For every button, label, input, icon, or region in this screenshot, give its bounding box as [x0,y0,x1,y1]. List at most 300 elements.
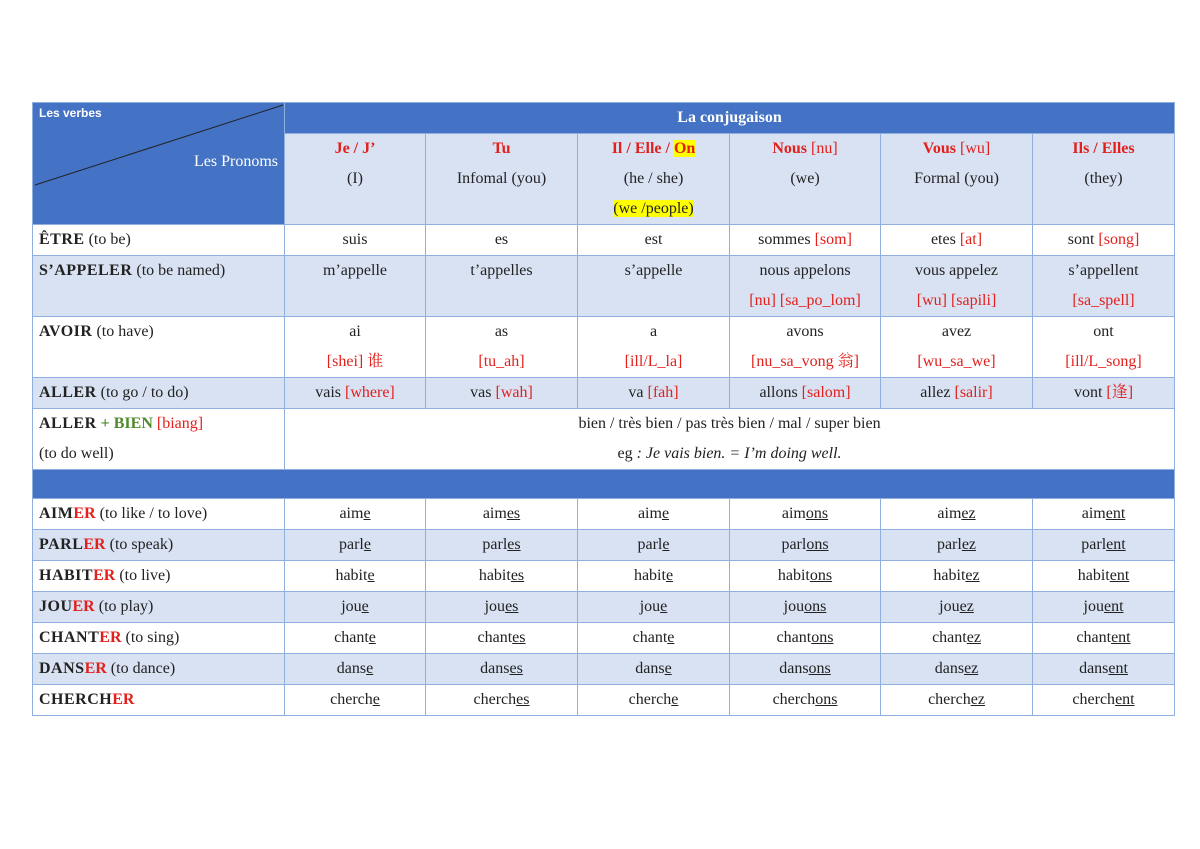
verb-stem: AIM [39,505,74,522]
verb-meaning: (to go / to do) [96,384,189,401]
conjugated-form: suis [342,231,368,248]
verb-ending-form: es [507,536,521,553]
conjugation-cell [578,623,730,654]
conjugated-form: vas [470,384,492,401]
verb-stem-form: aim [937,505,962,522]
conjugated-form-line [289,378,421,408]
verb-stem-form: jou [341,598,362,615]
verb-stem-form: jou [639,598,661,615]
verb-meaning: (to like / to love) [95,505,208,522]
conjugated-form-line [289,256,421,286]
conjugated-form: etes [930,231,956,248]
verbs-label: Les verbes [39,106,102,120]
phonetic-hint: [ill/L_song] [1065,353,1142,370]
verb-stem-form: parl [482,536,508,553]
pronoun-on-label: On [673,140,696,157]
conjugation-cell [285,561,426,592]
conjugated-form-line [885,256,1028,286]
conjugation-cell [285,654,426,685]
pronoun-label: Nous [772,140,808,157]
verb-ending-form: ez [959,598,974,615]
verb-ending-form: ez [965,567,980,584]
conjugation-cell [426,623,578,654]
verb-ending: ER [73,505,96,522]
conjugated-form-line [885,225,1028,255]
phonetic-hint: [wu] [sapili] [916,292,997,309]
conjugated-form: sommes [758,231,811,248]
verb-ending-form: ez [966,629,981,646]
verb-cell [33,225,285,256]
verb-stem-form: cherch [772,691,816,708]
pronoun-label: Il / Elle / [611,140,674,157]
conjugation-cell [730,499,881,530]
conjugated-form: va [628,384,644,401]
conjugated-form: vous appelez [914,262,999,279]
verb-ending: ER [93,567,116,584]
phonetic-hint: [biang] [152,415,204,432]
verb-stem-form: cherch [928,691,971,708]
conjugated-form: avez [941,323,972,340]
conjugation-cell [426,317,578,378]
verb-stem-form: habit [335,567,368,584]
verb-stem-form: aim [1081,505,1106,522]
verb-ending: ER [83,536,106,553]
verb-ending: ER [99,629,122,646]
verb-ending-form: es [510,567,525,584]
phonetic-hint: [shei] 谁 [326,353,384,370]
conjugation-cell [285,225,426,256]
conjugation-cell [730,317,881,378]
example-sentence [289,439,1170,469]
verb-ending-form: e [664,660,672,677]
verb-stem-form: aim [781,505,806,522]
verb-stem-form: aim [339,505,364,522]
conjugated-form-line [885,317,1028,347]
conjugation-cell [426,654,578,685]
verb-meaning: (to sing) [121,629,180,646]
example-text: : Je vais bien. = I’m doing well. [632,445,842,462]
er-verb-row [33,530,1175,561]
conjugated-form: es [494,231,509,248]
verb-ending-form: ent [1106,536,1126,553]
conjugated-form: avons [786,323,824,340]
conjugation-table [32,102,1175,716]
conjugation-cell [730,561,881,592]
conjugation-cell [426,499,578,530]
verb-row [33,256,1175,317]
verb-ending: ER [72,598,95,615]
pronoun-heading [1037,134,1170,164]
verb-stem-form: chant [632,629,668,646]
conjugation-cell [730,592,881,623]
verb-meaning: (to do well) [39,445,114,462]
verb-stem-form: jou [484,598,506,615]
verb-ending-form: ent [1115,691,1135,708]
er-verb-row [33,623,1175,654]
verb-ending-form: es [509,660,523,677]
verb-stem-form: parl [339,536,364,553]
verb-meaning: (to live) [115,567,171,584]
plus-bien-label: + BIEN [96,415,153,432]
conjugated-form-line [734,256,876,286]
verb-infinitive: ALLER [39,415,97,432]
conjugation-cell [881,685,1033,716]
conjugated-form: sont [1067,231,1095,248]
verb-ending-form: ons [804,598,827,615]
conjugation-cell [1033,256,1175,317]
verb-row [33,378,1175,409]
verb-stem-form: dans [934,660,965,677]
conjugated-form-line [582,378,725,408]
verb-stem: CHERCH [39,691,113,708]
verb-ending-form: e [366,660,374,677]
aller-bien-options-cell [285,409,1175,470]
conjugated-form-line [289,225,421,255]
verb-stem-form: parl [781,536,807,553]
conjugation-cell [1033,378,1175,409]
conjugation-cell [881,561,1033,592]
pronoun-meaning: (he / she) [623,170,684,187]
er-verb-row [33,561,1175,592]
pronoun-meaning: (they) [1084,170,1123,187]
conjugated-form: t’appelles [470,262,533,279]
verb-stem: HABIT [39,567,94,584]
conjugation-cell [578,317,730,378]
verb-ending-form: e [372,691,380,708]
conjugated-form-line [734,225,876,255]
verb-stem-form: parl [637,536,663,553]
verb-stem-form: chant [477,629,513,646]
verb-stem-form: chant [776,629,812,646]
conjugation-cell [1033,317,1175,378]
conjugation-cell [881,499,1033,530]
verb-ending-form: e [662,536,670,553]
conjugated-form: as [494,323,509,340]
conjugation-cell [1033,623,1175,654]
conjugation-cell [578,499,730,530]
conjugated-form: vais [315,384,342,401]
pronoun-meaning: Formal (you) [914,170,999,187]
verb-ending-form: ons [811,629,834,646]
pronoun-label: Ils / Elles [1072,140,1135,157]
pronoun-header-cell [1033,134,1175,225]
verb-ending-form: es [516,691,530,708]
verb-stem-form: habit [933,567,966,584]
example-label: eg [617,445,633,462]
verb-ending: ER [84,660,107,677]
verb-cell [33,561,285,592]
conjugation-cell [578,654,730,685]
conjugated-form-line [1037,225,1170,255]
verb-ending-form: ent [1103,598,1124,615]
verb-ending-form: ent [1108,660,1128,677]
verb-cell [33,317,285,378]
verb-stem-form: jou [939,598,960,615]
phonetic-hint: [wah] [491,384,533,401]
conjugation-cell [285,317,426,378]
verb-cell [33,378,285,409]
verb-stem: DANS [39,660,85,677]
conjugation-cell [285,499,426,530]
verb-cell [33,499,285,530]
conjugation-cell [730,685,881,716]
er-verb-row [33,592,1175,623]
phonetic-hint: [fah] [643,384,679,401]
conjugation-cell [730,654,881,685]
conjugation-cell [730,530,881,561]
conjugation-cell [730,623,881,654]
verb-stem-form: jou [783,598,805,615]
verb-stem-form: cherch [330,691,373,708]
conjugation-cell [730,378,881,409]
conjugation-cell [285,378,426,409]
pronoun-header-cell [730,134,881,225]
conjugation-cell [426,225,578,256]
verb-ending-form: ez [961,505,976,522]
conjugation-cell [881,623,1033,654]
verb-ending-form: es [506,505,521,522]
verb-stem: JOU [39,598,73,615]
phonetic-hint: [salir] [950,384,993,401]
verb-meaning: (to speak) [105,536,174,553]
verb-stem-form: jou [1083,598,1104,615]
verb-ending-form: e [363,505,371,522]
verb-cell [33,654,285,685]
conjugation-cell [578,225,730,256]
verb-ending-form: e [661,505,670,522]
conjugation-cell [578,561,730,592]
verb-ending-form: ent [1109,567,1130,584]
conjugation-title: La conjugaison [285,103,1175,134]
conjugation-cell [578,256,730,317]
pronoun-meaning: (we) [790,170,820,187]
conjugation-cell [285,623,426,654]
verb-infinitive: AVOIR [39,323,93,340]
verb-ending-form: ez [970,691,985,708]
phonetic-hint: [nu_sa_vong 翁] [751,353,859,370]
conjugated-form: vont [1073,384,1103,401]
verb-row [33,317,1175,378]
conjugation-cell [426,592,578,623]
verb-infinitive: ÊTRE [39,231,85,248]
conjugation-cell [426,378,578,409]
conjugation-cell [881,256,1033,317]
verb-stem: CHANT [39,629,100,646]
verb-ending-form: ent [1111,629,1131,646]
phonetic-hint: [at] [955,231,983,248]
phonetic-hint: [逢] [1102,384,1134,401]
pronoun-label: Tu [492,140,511,157]
verb-stem: PARL [39,536,84,553]
pronoun-heading [885,134,1028,164]
verb-stem-form: habit [777,567,810,584]
aller-bien-row [33,409,1175,470]
er-verb-row [33,499,1175,530]
verb-stem-form: aim [482,505,507,522]
pronouns-label: Les Pronoms [194,153,278,170]
er-verb-row [33,654,1175,685]
conjugated-form-line [1037,317,1170,347]
conjugated-form-line [734,378,876,408]
phonetic-hint: [salom] [797,384,851,401]
pronoun-phonetic: [nu] [807,140,838,157]
verb-stem-form: cherch [473,691,517,708]
verb-cell [33,623,285,654]
pronoun-header-cell [285,134,426,225]
pronoun-meaning: Infomal (you) [456,170,547,187]
verb-ending-form: es [505,598,519,615]
er-verb-row [33,685,1175,716]
verb-meaning: (to dance) [106,660,176,677]
verb-stem-form: dans [779,660,809,677]
conjugated-form-line [582,317,725,347]
verb-stem-form: chant [334,629,369,646]
phonetic-hint: [tu_ah] [478,353,525,370]
conjugation-cell [426,530,578,561]
pronoun-meaning-highlight: (we /people) [613,200,694,217]
conjugation-cell [1033,499,1175,530]
phonetic-hint: [wu_sa_we] [917,353,996,370]
verb-cell [33,530,285,561]
verb-stem-form: dans [336,660,367,677]
conjugation-cell [578,592,730,623]
conjugated-form: allons [759,384,798,401]
verb-stem-form: habit [1077,567,1110,584]
verb-cell [33,256,285,317]
verb-ending-form: ent [1105,505,1126,522]
pronoun-label: Je / J’ [334,140,376,157]
conjugated-form-line [885,378,1028,408]
corner-header-cell [33,103,285,225]
conjugation-cell [881,378,1033,409]
pronoun-header-cell [881,134,1033,225]
verb-stem-form: habit [478,567,511,584]
phonetic-hint: [ill/L_la] [624,353,683,370]
verb-infinitive: S’APPELER [39,262,133,279]
conjugated-form: allez [920,384,951,401]
verb-ending-form: e [361,598,369,615]
pronoun-heading [289,134,421,164]
conjugation-cell [730,256,881,317]
phonetic-hint: [sa_spell] [1072,292,1135,309]
conjugation-cell [285,685,426,716]
conjugated-form: ai [349,323,361,340]
conjugation-cell [881,225,1033,256]
conjugated-form: est [644,231,663,248]
verb-meaning: (to have) [92,323,154,340]
conjugated-form-line [582,225,725,255]
phonetic-hint: [nu] [sa_po_lom] [749,292,861,309]
conjugation-cell [1033,225,1175,256]
pronoun-heading [582,134,725,164]
verb-stem-form: habit [633,567,666,584]
conjugated-form-line [430,378,573,408]
conjugated-form-line [430,256,573,286]
verb-cell [33,592,285,623]
well-being-options: bien / très bien / pas très bien / mal / super bien [578,415,881,432]
verb-ending-form: ez [964,660,979,677]
conjugated-form: s’appellent [1068,262,1139,279]
conjugation-cell [1033,685,1175,716]
verb-meaning: (to play) [94,598,154,615]
verb-row [33,225,1175,256]
conjugated-form-line [734,317,876,347]
verb-ending-form: e [671,691,679,708]
verb-stem-form: dans [480,660,510,677]
verb-stem-form: chant [1076,629,1112,646]
verb-ending-form: ons [809,567,833,584]
pronoun-phonetic: [wu] [956,140,991,157]
verb-stem-form: parl [936,536,962,553]
conjugation-cell [1033,530,1175,561]
conjugation-cell [1033,592,1175,623]
verb-stem-form: parl [1081,536,1107,553]
conjugated-form-line [430,225,573,255]
conjugation-cell [1033,654,1175,685]
verb-ending-form: e [363,536,371,553]
verb-stem-form: chant [932,629,967,646]
conjugated-form-line [289,317,421,347]
conjugated-form: a [649,323,658,340]
verb-ending: ER [112,691,135,708]
conjugation-cell [881,592,1033,623]
verb-infinitive: ALLER [39,384,97,401]
verb-ending-form: ons [805,505,829,522]
conjugation-cell [881,654,1033,685]
conjugation-cell [426,685,578,716]
conjugation-cell [881,530,1033,561]
pronoun-header-cell [578,134,730,225]
conjugated-form: m’appelle [323,262,387,279]
verb-ending-form: e [665,567,674,584]
conjugated-form-line [582,256,725,286]
verb-meaning: (to be) [84,231,131,248]
phonetic-hint: [where] [341,384,395,401]
verb-ending-form: ons [806,536,829,553]
conjugated-form: s’appelle [624,262,683,279]
conjugation-cell [426,256,578,317]
conjugation-cell [578,378,730,409]
verb-stem-form: dans [1079,660,1109,677]
phonetic-hint: [song] [1094,231,1140,248]
conjugation-cell [426,561,578,592]
conjugated-form-line [430,317,573,347]
verb-ending-form: ons [808,660,831,677]
conjugated-form: nous appelons [759,262,851,279]
verb-ending-form: e [667,629,675,646]
pronoun-meaning-extra [582,194,725,224]
phonetic-hint: [som] [810,231,852,248]
conjugated-form-line [1037,256,1170,286]
pronoun-meaning: (I) [347,170,363,187]
conjugation-cell [881,317,1033,378]
conjugation-cell [730,225,881,256]
conjugation-cell [1033,561,1175,592]
verb-cell [33,685,285,716]
verb-stem-form: dans [635,660,665,677]
section-separator [33,470,1175,499]
verb-stem-form: cherch [628,691,672,708]
verb-ending-form: ons [815,691,838,708]
conjugation-cell [285,592,426,623]
verb-heading [39,409,280,439]
conjugated-form: ont [1093,323,1114,340]
section-separator-row [33,470,1175,499]
pronoun-heading [734,134,876,164]
pronoun-heading [430,134,573,164]
verb-ending-form: ez [961,536,977,553]
verb-ending-form: e [368,629,376,646]
